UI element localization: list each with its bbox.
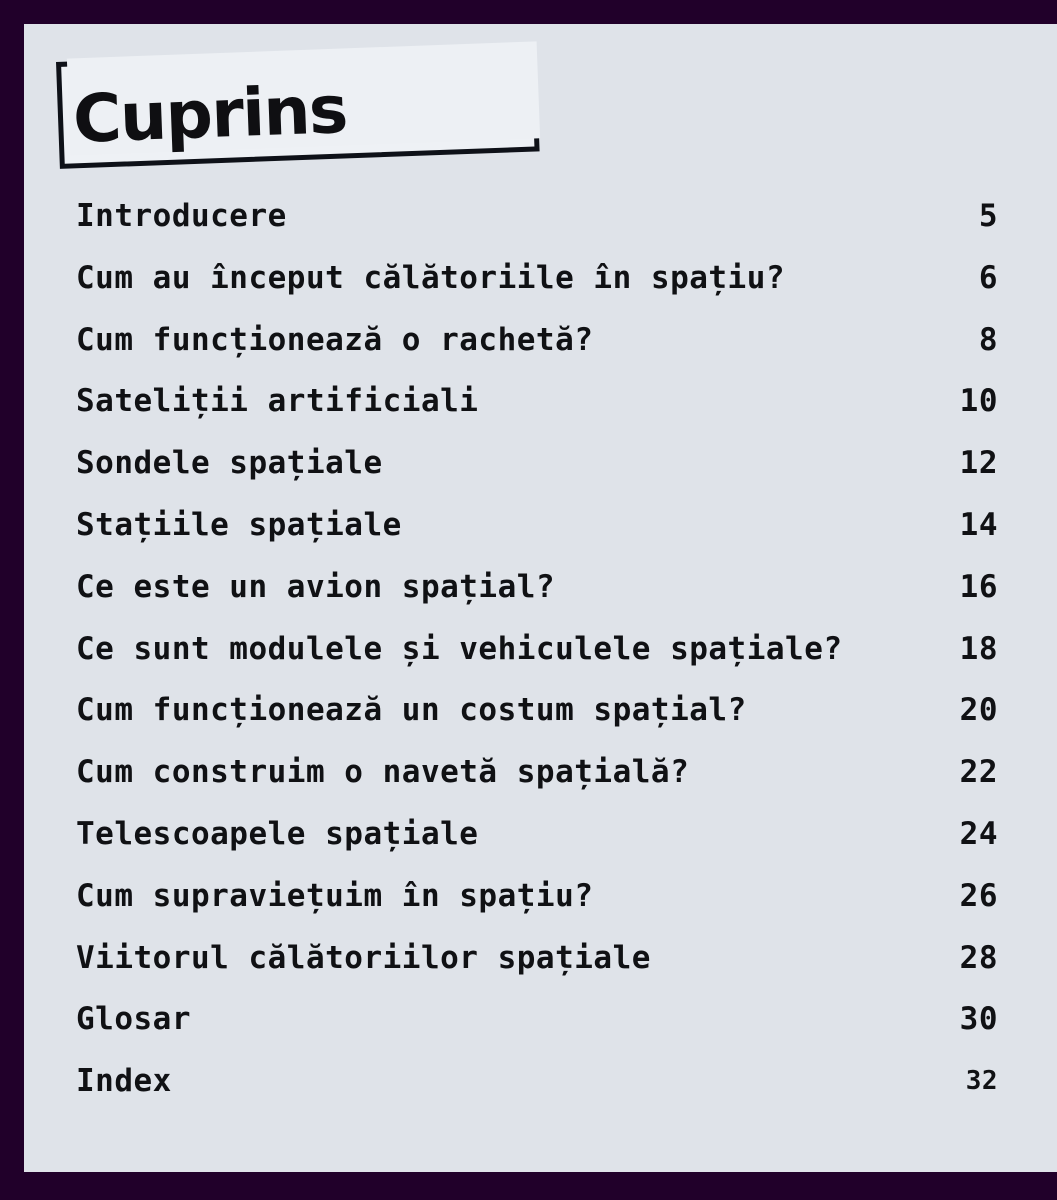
toc-entry-module-vehicule[interactable] <box>76 621 998 683</box>
toc-entry-page-number: 20 <box>959 692 998 729</box>
toc-entry-page-number: 32 <box>965 1066 998 1097</box>
toc-entry-page-number: 8 <box>978 321 998 358</box>
toc-entry-index[interactable] <box>76 1053 998 1115</box>
toc-entry-page-number: 28 <box>959 939 998 976</box>
toc-entry-label: Viitorul călătoriilor spațiale <box>76 939 651 976</box>
toc-entry-label: Cum construim o navetă spațială? <box>76 754 690 791</box>
toc-entry-label: Stațiile spațiale <box>76 506 402 543</box>
toc-entry-racheta[interactable] <box>76 312 998 374</box>
toc-entry-label: Cum funcționează un costum spațial? <box>76 692 747 729</box>
toc-entry-costum-spatial[interactable] <box>76 682 998 744</box>
toc-entry-viitorul[interactable] <box>76 930 998 992</box>
toc-entry-label: Cum au început călătoriile în spațiu? <box>76 259 786 296</box>
toc-entry-label: Cum funcționează o rachetă? <box>76 321 594 358</box>
toc-entry-telescoapele[interactable] <box>76 806 998 868</box>
toc-entry-supravietuim[interactable] <box>76 868 998 930</box>
toc-entry-page-number: 5 <box>978 198 998 234</box>
table-of-contents <box>76 188 998 1115</box>
toc-entry-inceputul-calatoriilor[interactable] <box>76 250 998 312</box>
toc-entry-naveta[interactable] <box>76 744 998 806</box>
toc-entry-page-number: 10 <box>959 383 998 420</box>
toc-entry-satelitii[interactable] <box>76 373 998 435</box>
toc-entry-label: Introducere <box>76 198 287 234</box>
toc-entry-label: Ce este un avion spațial? <box>76 568 556 605</box>
toc-entry-page-number: 6 <box>978 259 998 296</box>
toc-entry-label: Sateliții artificiali <box>76 383 479 420</box>
toc-entry-label: Sondele spațiale <box>76 445 383 482</box>
toc-entry-label: Index <box>76 1063 172 1100</box>
toc-entry-label: Cum supraviețuim în spațiu? <box>76 877 594 914</box>
toc-entry-page-number: 30 <box>959 1001 998 1038</box>
contents-page <box>24 24 1057 1172</box>
toc-entry-avion-spatial[interactable] <box>76 559 998 621</box>
toc-entry-label: Glosar <box>76 1001 191 1038</box>
toc-entry-label: Telescoapele spațiale <box>76 815 479 852</box>
toc-entry-sondele[interactable] <box>76 435 998 497</box>
toc-entry-page-number: 26 <box>959 877 998 914</box>
toc-entry-page-number: 14 <box>959 506 998 543</box>
toc-entry-page-number: 12 <box>959 445 998 482</box>
toc-entry-label: Ce sunt modulele și vehiculele spațiale? <box>76 630 843 667</box>
toc-entry-page-number: 16 <box>959 568 998 605</box>
toc-entry-page-number: 24 <box>959 815 998 852</box>
toc-entry-page-number: 18 <box>959 630 998 667</box>
toc-entry-statiile[interactable] <box>76 497 998 559</box>
toc-entry-page-number: 22 <box>959 754 998 791</box>
toc-entry-glosar[interactable] <box>76 991 998 1053</box>
toc-entry-introducere[interactable] <box>76 188 998 250</box>
page-title: Cuprins <box>71 70 349 158</box>
